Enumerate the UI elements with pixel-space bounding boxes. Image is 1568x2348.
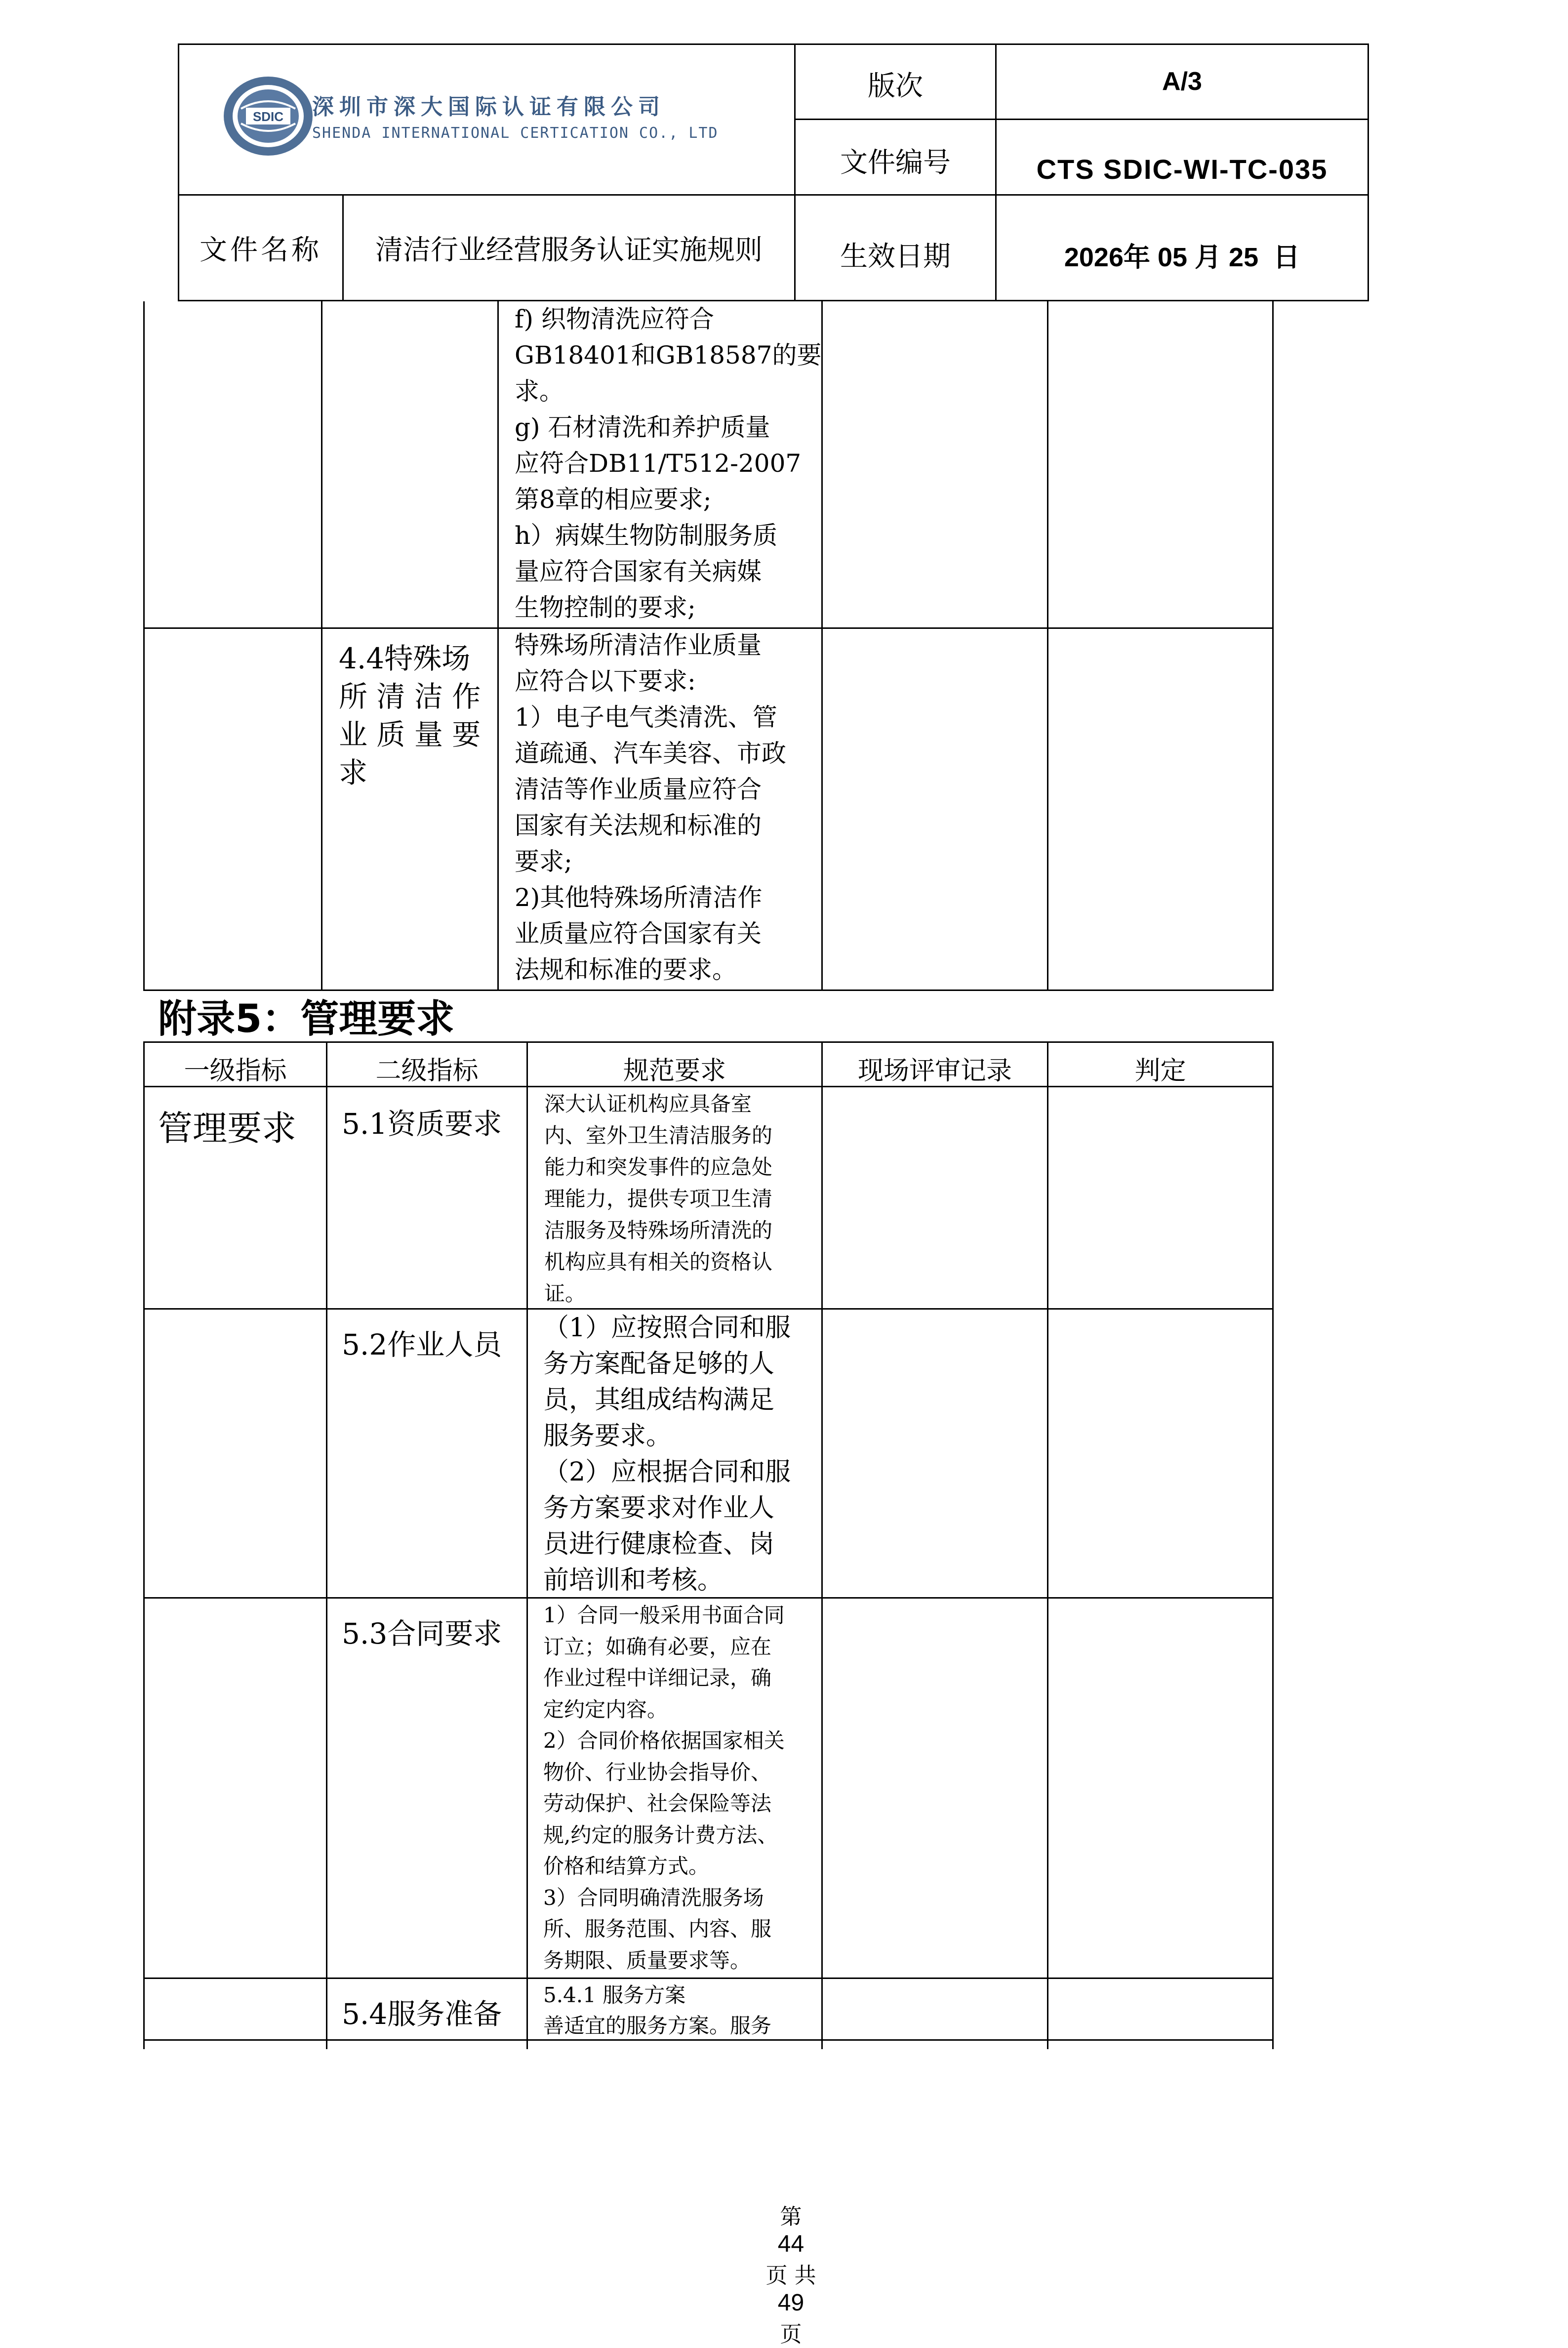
row-5-1-requirement: 深大认证机构应具备室 内、室外卫生清洁服务的 能力和突发事件的应急处 理能力，提供专项卫生清 洁服务及特殊场所清洗的 机构应具有相关的资格认 证。 xyxy=(544,1092,773,1306)
page-number: 第 44 页 共 49 页 xyxy=(765,2204,816,2347)
continued-row-2-requirement: 特殊场所清洁作业质量 应符合以下要求: 1）电子电气类清洗、管 道疏通、汽车美容、市政 清洁等作业质量应符合 国家有关法规和标准的 要求; 2)其他特殊场所清洁作 业质量应符合国家有关 法规和标准的要求。 xyxy=(515,631,786,984)
row-5-1-level1: 管理要求 xyxy=(158,1108,296,1149)
row-5-4-level2: 5.4服务准备 xyxy=(342,1997,502,2031)
row-5-2-level2: 5.2作业人员 xyxy=(342,1328,502,1361)
company-name-en: SHENDA INTERNATIONAL CERTICATION CO., LTD xyxy=(312,124,719,142)
appendix-title: 附录5：管理要求 xyxy=(158,997,455,1041)
doc-number-label: 文件编号 xyxy=(840,147,951,179)
version-label: 版次 xyxy=(868,70,923,102)
row-5-3-level2: 5.3合同要求 xyxy=(342,1617,502,1650)
company-logo xyxy=(221,74,315,158)
row-5-2-requirement: （1）应按照合同和服 务方案配备足够的人 员，其组成结构满足 服务要求。 （2）应根据合同和服 务方案要求对作业人 员进行健康检查、岗 前培训和考核。 xyxy=(543,1313,791,1595)
continued-row-1-requirement: f) 织物清洗应符合 GB18401和GB18587的要 求。 g) 石材清洗和养护质量 应符合DB11/T512-2007 第8章的相应要求; h）病媒生物防制服务质 量应符合国家有关病媒 生物控制的要求; xyxy=(515,305,822,622)
continued-row-2-indicator: 4.4特殊场 所 清 洁 作 业 质 量 要 求 xyxy=(339,642,481,789)
row-5-4-requirement: 5.4.1 服务方案 善适宜的服务方案。服务 xyxy=(543,1983,772,2038)
column-header-judgement: 判定 xyxy=(1134,1056,1186,1086)
svg-text:SDIC: SDIC xyxy=(252,109,284,124)
column-header-requirement: 规范要求 xyxy=(623,1056,726,1086)
column-header-level2: 二级指标 xyxy=(375,1056,479,1086)
doc-name-value: 清洁行业经营服务认证实施规则 xyxy=(375,234,763,266)
column-header-audit-record: 现场评审记录 xyxy=(857,1056,1012,1086)
doc-name-label: 文件名称 xyxy=(200,234,322,266)
version-value: A/3 xyxy=(1162,67,1202,96)
row-5-3-requirement: 1）合同一般采用书面合同 订立；如确有必要，应在 作业过程中详细记录，确 定约定内容。 2）合同价格依据国家相关 物价、行业协会指导价、 劳动保护、社会保险等法 规,约定的服务计费方法、 价格和结算方式。 3）合同明确清洗服务场 所、服务范围、内容、服 务期限、质量要求等。 xyxy=(543,1603,785,1973)
company-name-cn: 深圳市深大国际认证有限公司 xyxy=(312,94,665,120)
sdic-seal-icon xyxy=(221,74,315,158)
effective-date-label: 生效日期 xyxy=(840,241,951,273)
column-header-level1: 一级指标 xyxy=(184,1056,287,1086)
effective-date-value: 2026年 05 月 25 日 xyxy=(1064,243,1300,272)
row-5-1-level2: 5.1资质要求 xyxy=(342,1107,502,1141)
doc-number-value: CTS SDIC-WI-TC-035 xyxy=(1036,154,1328,185)
